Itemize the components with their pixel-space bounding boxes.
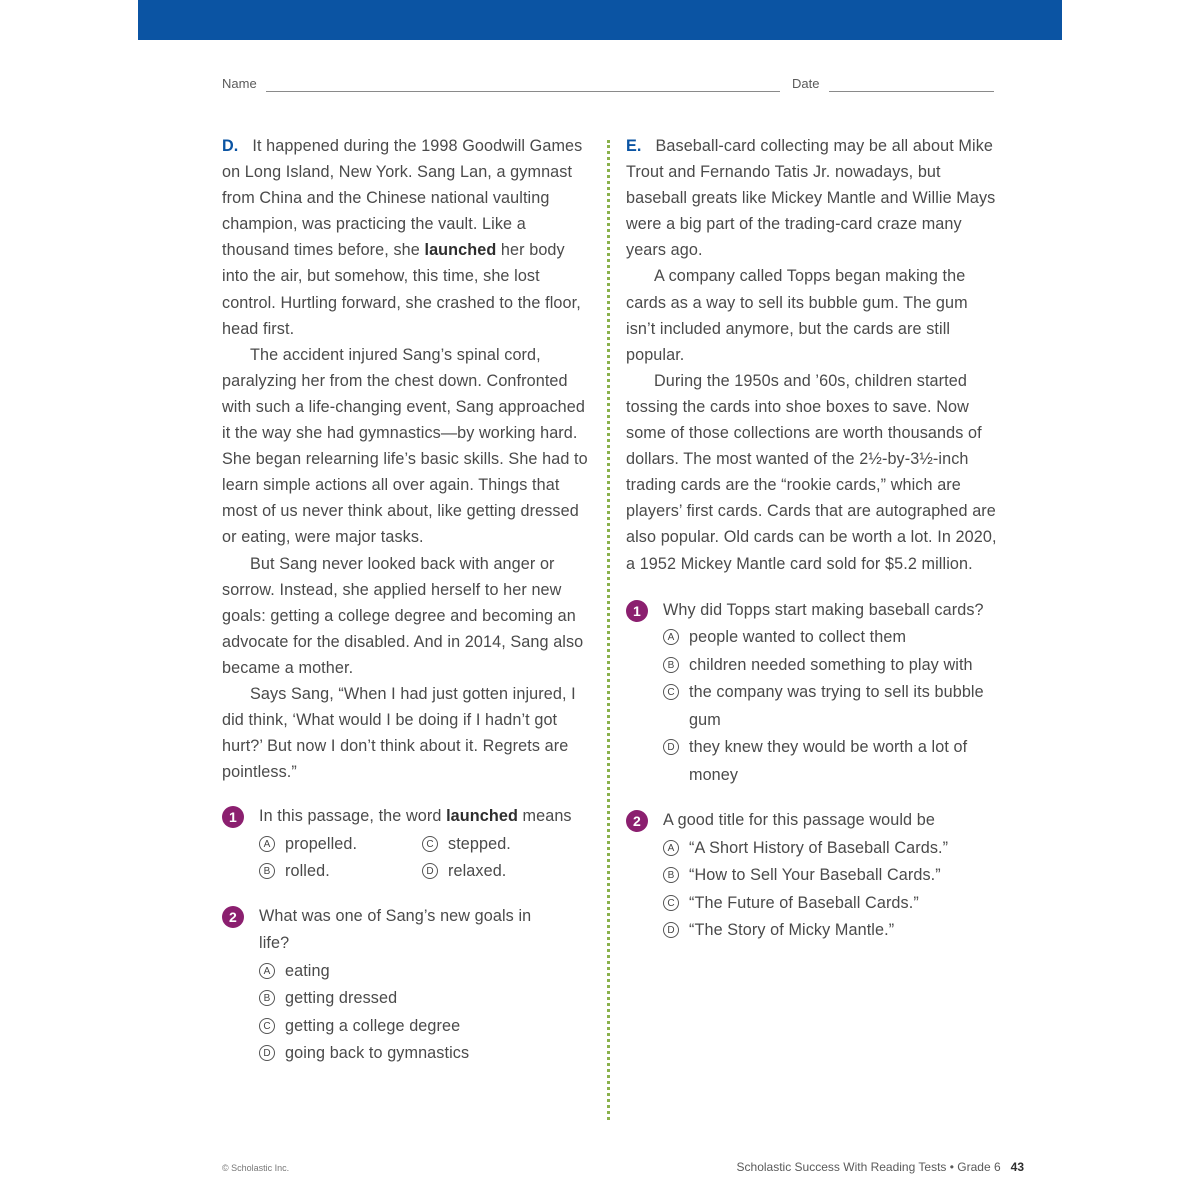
name-date-header: [222, 76, 994, 96]
question-text: What was one of Sang’s new goals in life?: [259, 906, 532, 953]
answer-option-a[interactable]: A propelled.: [259, 831, 422, 859]
date-label: Date: [792, 76, 820, 91]
option-circle-icon: D: [663, 922, 679, 938]
answer-option-a[interactable]: A eating: [259, 958, 559, 986]
section-label-e: E.: [626, 137, 642, 155]
passage-d-paragraph-1: D. It happened during the 1998 Goodwill Games on Long Island, New York. Sang Lan, a gymnast from China and the Chinese national vaulting champion, was practicing the vault. Like a thousand times before, she launched her body into the air, but somehow, this time, she lost control. Hurtling forward, she crashed to the floor, head first.: [222, 137, 583, 338]
question-text: A good title for this passage would be: [663, 811, 935, 830]
passage-d: [222, 133, 594, 1068]
answer-option-d[interactable]: D they knew they would be worth a lot of money: [663, 734, 1003, 789]
option-circle-icon: B: [663, 867, 679, 883]
name-line: [266, 91, 780, 92]
option-circle-icon: B: [663, 657, 679, 673]
answer-option-c[interactable]: C the company was trying to sell its bubble gum: [663, 679, 1003, 734]
vocab-word: launched: [424, 241, 497, 260]
question-number-badge: 2: [626, 810, 648, 832]
option-circle-icon: B: [259, 863, 275, 879]
option-circle-icon: A: [259, 963, 275, 979]
book-title: Scholastic Success With Reading Tests • Grade 6: [736, 1160, 1001, 1174]
question-d2: [222, 903, 559, 1068]
answer-option-d[interactable]: D relaxed.: [422, 858, 562, 886]
passage-d-paragraph-2: The accident injured Sang’s spinal cord, paralyzing her from the chest down. Confronted with such a life-changing event, Sang approached it the way she had gymnastics—by working hard. She began relearning life’s basic skills. She had to learn simple actions all over again. Things that most of us never think about, like getting dressed or eating, were major tasks.: [222, 345, 588, 547]
answer-option-b[interactable]: B “How to Sell Your Baseball Cards.”: [663, 862, 1023, 890]
question-number-badge: 1: [626, 600, 648, 622]
answer-option-c[interactable]: C getting a college degree: [259, 1013, 559, 1041]
question-d1: [222, 803, 594, 886]
passage-d-paragraph-3: But Sang never looked back with anger or sorrow. Instead, she applied herself to her new goals: getting a college degree and becoming an advocate for the disabled. And in 2014, Sang also became a mother.: [222, 554, 584, 677]
answer-option-d[interactable]: D “The Story of Micky Mantle.”: [663, 917, 1023, 945]
answer-option-b[interactable]: B rolled.: [259, 858, 422, 886]
passage-e-paragraph-2: A company called Topps began making the cards as a way to sell its bubble gum. The gum isn’t included anymore, but the cards are still popular.: [626, 267, 968, 364]
passage-e-paragraph-1: E. Baseball-card collecting may be all about Mike Trout and Fernando Tatis Jr. nowadays, but baseball greats like Mickey Mantle and Willie Mays were a big part of the trading-card craze many years ago.: [626, 137, 996, 260]
answer-option-a[interactable]: A people wanted to collect them: [663, 624, 1003, 652]
option-circle-icon: B: [259, 990, 275, 1006]
option-circle-icon: C: [259, 1018, 275, 1034]
question-number-badge: 2: [222, 906, 244, 928]
answer-option-b[interactable]: B getting dressed: [259, 985, 559, 1013]
section-label-d: D.: [222, 137, 239, 155]
answer-options: [259, 831, 594, 886]
name-label: Name: [222, 76, 257, 91]
question-text: In this passage, the word launched means: [259, 807, 572, 826]
page-number: 43: [1010, 1160, 1024, 1174]
date-line: [829, 91, 994, 92]
column-divider: [607, 140, 610, 1120]
answer-option-a[interactable]: A “A Short History of Baseball Cards.”: [663, 835, 1023, 863]
copyright-notice: © Scholastic Inc.: [222, 1163, 290, 1173]
passage-e: [626, 133, 998, 945]
top-banner: [138, 0, 1062, 40]
answer-option-b[interactable]: B children needed something to play with: [663, 652, 1003, 680]
passage-d-paragraph-4: Says Sang, “When I had just gotten injured, I did think, ‘What would I be doing if I hadn’t got hurt?’ But now I don’t think about it. Regrets are pointless.”: [222, 684, 576, 782]
option-circle-icon: D: [259, 1045, 275, 1061]
answer-option-d[interactable]: D going back to gymnastics: [259, 1040, 559, 1068]
option-circle-icon: D: [422, 863, 438, 879]
option-circle-icon: D: [663, 739, 679, 755]
question-number-badge: 1: [222, 806, 244, 828]
option-circle-icon: A: [259, 836, 275, 852]
option-circle-icon: C: [422, 836, 438, 852]
option-circle-icon: C: [663, 895, 679, 911]
answer-option-c[interactable]: C stepped.: [422, 831, 562, 859]
question-e2: [626, 807, 1023, 945]
answer-option-c[interactable]: C “The Future of Baseball Cards.”: [663, 890, 1023, 918]
page-footer: [737, 1160, 1024, 1174]
passage-e-paragraph-3: During the 1950s and ’60s, children started tossing the cards into shoe boxes to save. Now some of those collections are worth thousands of dollars. The most wanted of the 2½-by-3½-inch trading cards are the “rookie cards,” which are players’ first cards. Cards that are autographed are also popular. Old cards can be worth a lot. In 2020, a 1952 Mickey Mantle card sold for $5.2 million.: [626, 371, 997, 573]
option-circle-icon: C: [663, 684, 679, 700]
question-e1: [626, 597, 1003, 790]
option-circle-icon: A: [663, 840, 679, 856]
question-text: Why did Topps start making baseball cards?: [663, 600, 984, 619]
option-circle-icon: A: [663, 629, 679, 645]
